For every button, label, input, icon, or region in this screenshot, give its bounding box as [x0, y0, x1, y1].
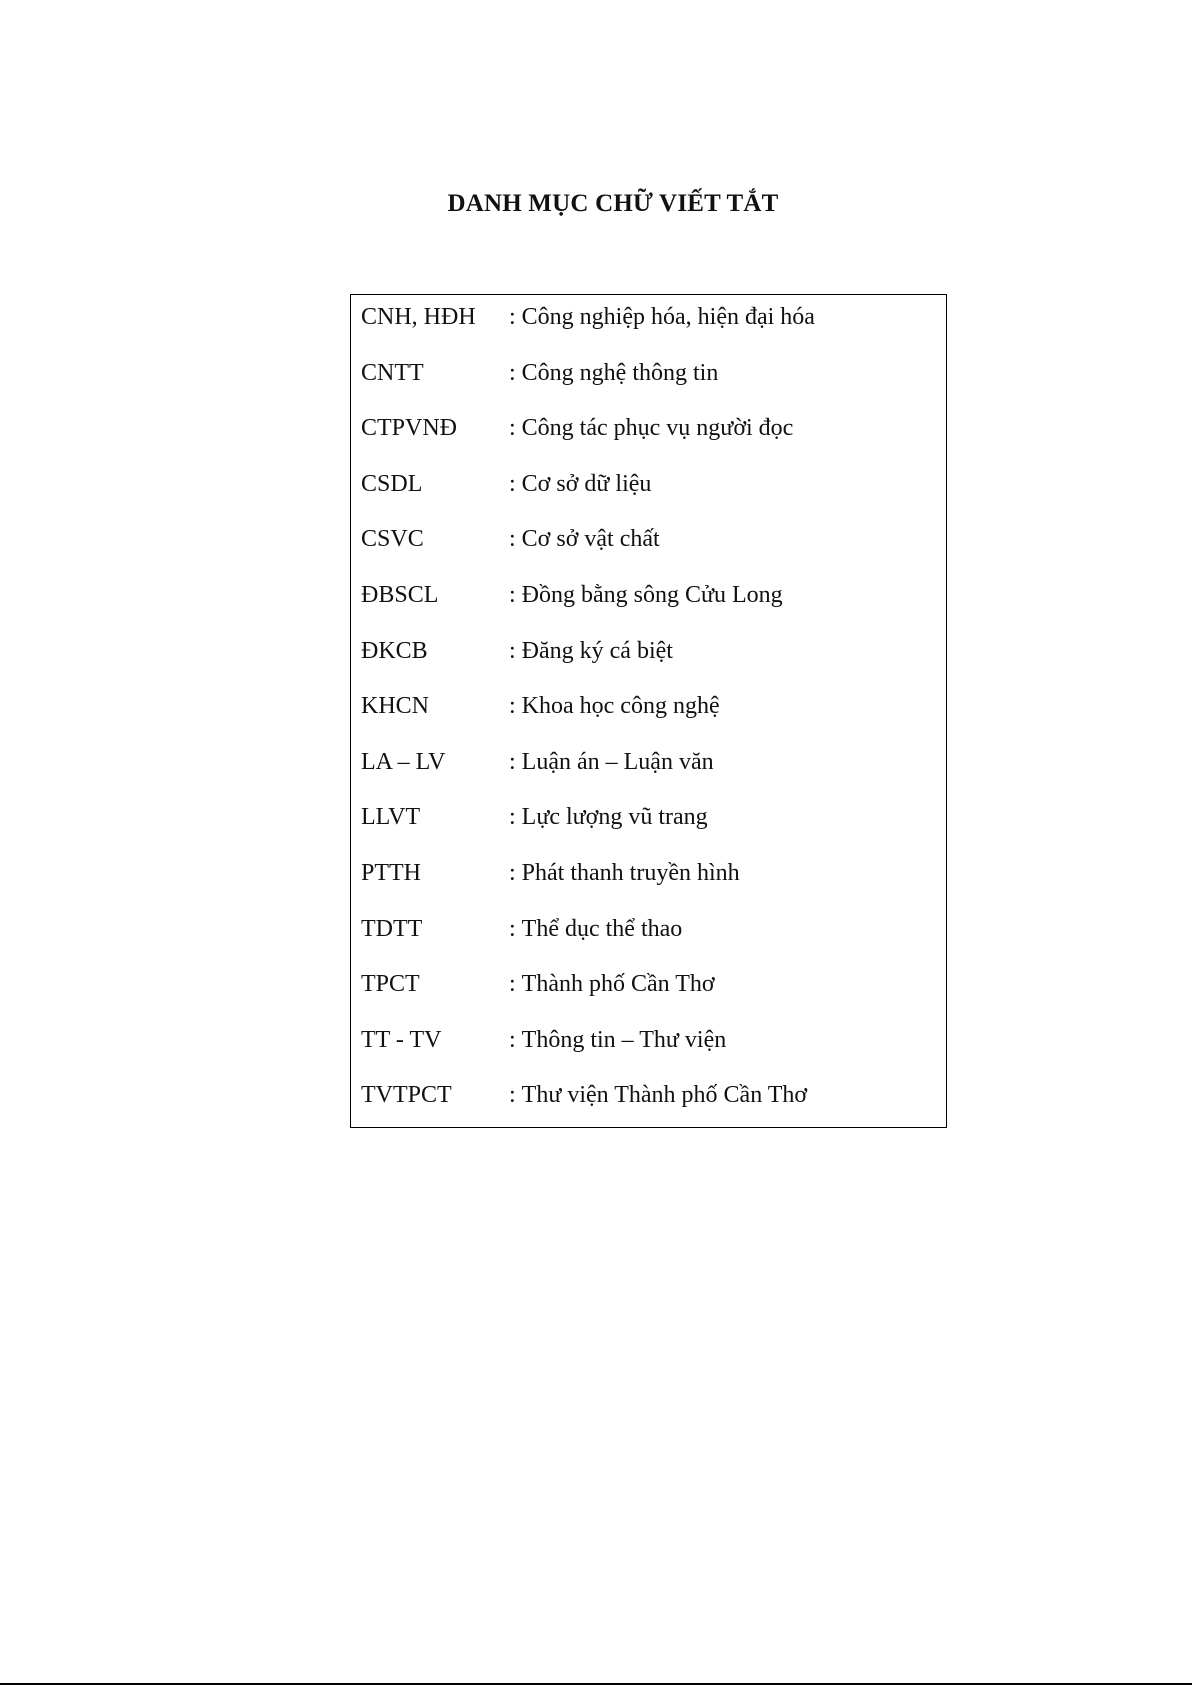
- abbreviation-row: [361, 527, 936, 583]
- abbreviation-row: [361, 1028, 936, 1084]
- abbreviation-row: [361, 1083, 936, 1139]
- abbreviation-meaning: Đăng ký cá biệt: [521, 637, 673, 664]
- abbreviation-separator: :: [509, 1082, 516, 1109]
- abbreviation-meaning: Lực lượng vũ trang: [521, 804, 708, 831]
- abbreviation-row: [361, 972, 936, 1028]
- abbreviation-separator: :: [509, 470, 516, 497]
- abbreviation-code: PTTH: [361, 859, 421, 886]
- abbreviation-row: [361, 361, 936, 417]
- abbreviation-list: [361, 305, 936, 1139]
- abbreviation-meaning: Thư viện Thành phố Cần Thơ: [521, 1082, 808, 1109]
- abbreviation-meaning: Phát thanh truyền hình: [521, 859, 740, 886]
- abbreviation-row: [361, 805, 936, 861]
- abbreviation-code: CNTT: [361, 359, 424, 386]
- abbreviation-meaning: Thể dục thể thao: [521, 915, 683, 942]
- abbreviation-separator: :: [509, 693, 516, 720]
- abbreviation-code: ĐBSCL: [361, 581, 439, 608]
- abbreviation-separator: :: [509, 804, 516, 831]
- abbreviation-separator: :: [509, 581, 516, 608]
- abbreviation-code: TPCT: [361, 971, 420, 998]
- abbreviation-code: TT - TV: [361, 1026, 442, 1053]
- abbreviation-row: [361, 861, 936, 917]
- abbreviation-code: ĐKCB: [361, 637, 428, 664]
- page-title: DANH MỤC CHỮ VIẾT TẮT: [447, 190, 779, 217]
- abbreviation-separator: :: [509, 637, 516, 664]
- abbreviation-row: [361, 416, 936, 472]
- abbreviation-code: CSVC: [361, 526, 424, 553]
- abbreviation-separator: :: [509, 1026, 516, 1053]
- abbreviation-separator: :: [509, 915, 516, 942]
- abbreviation-row: [361, 639, 936, 695]
- abbreviation-code: TVTPCT: [361, 1082, 452, 1109]
- abbreviation-code: CNH, HĐH: [361, 304, 476, 330]
- abbreviation-code: CSDL: [361, 470, 423, 497]
- abbreviation-meaning: Luận án – Luận văn: [521, 748, 714, 775]
- abbreviation-meaning: Thành phố Cần Thơ: [521, 971, 715, 998]
- abbreviation-meaning: Thông tin – Thư viện: [521, 1026, 727, 1053]
- abbreviation-meaning: Đồng bằng sông Cửu Long: [521, 581, 783, 608]
- abbreviation-row: [361, 583, 936, 639]
- abbreviation-separator: :: [509, 304, 516, 330]
- abbreviation-code: KHCN: [361, 693, 430, 720]
- abbreviation-separator: :: [509, 415, 516, 442]
- abbreviation-meaning: Công nghệ thông tin: [521, 359, 719, 386]
- abbreviation-separator: :: [509, 859, 516, 886]
- abbreviation-row: [361, 472, 936, 528]
- abbreviation-row: [361, 917, 936, 973]
- abbreviation-separator: :: [509, 748, 516, 775]
- abbreviation-row: [361, 750, 936, 806]
- abbreviation-row: [361, 305, 936, 361]
- abbreviation-meaning: Khoa học công nghệ: [521, 693, 720, 720]
- abbreviation-separator: :: [509, 359, 516, 386]
- abbreviation-meaning: Cơ sở dữ liệu: [521, 470, 652, 497]
- abbreviation-meaning: Công tác phục vụ người đọc: [521, 415, 794, 442]
- abbreviation-code: CTPVNĐ: [361, 415, 458, 442]
- abbreviation-meaning: Công nghiệp hóa, hiện đại hóa: [521, 304, 815, 330]
- abbreviation-meaning: Cơ sở vật chất: [521, 526, 660, 553]
- abbreviation-code: LA – LV: [361, 748, 446, 775]
- abbreviation-separator: :: [509, 971, 516, 998]
- abbreviation-separator: :: [509, 526, 516, 553]
- abbreviation-row: [361, 694, 936, 750]
- abbreviation-table: [350, 294, 947, 1128]
- abbreviation-code: LLVT: [361, 804, 421, 831]
- abbreviation-code: TDTT: [361, 915, 423, 942]
